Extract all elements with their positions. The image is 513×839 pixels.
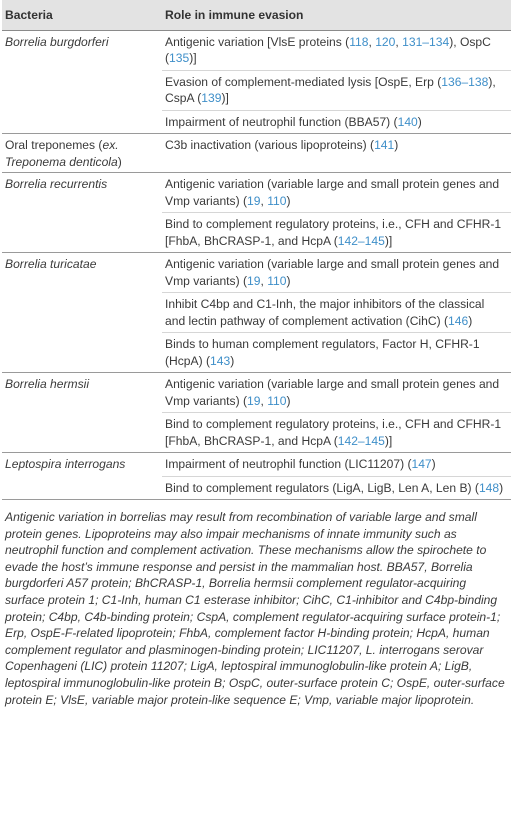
reference-link[interactable]: 110 [267,193,287,208]
role-text: ) [394,138,399,152]
role-text: ), OspC ( [165,34,491,65]
role-text: Impairment of neutrophil function (BBA57) ( [165,114,398,129]
reference-link[interactable]: 146 [448,313,469,328]
bacteria-name-text: ) [117,154,122,169]
role-text: ) [499,480,504,495]
role-entry [162,453,511,477]
bacteria-name-example: ex. Treponema denticola [5,138,119,169]
reference-link[interactable]: 19 [247,193,261,208]
header-role: Role in immune evasion [162,0,511,30]
reference-link[interactable]: 143 [210,353,231,368]
reference-link[interactable]: 120 [375,34,396,49]
role-text: ) [431,457,436,471]
role-entry [162,253,511,293]
table-row [2,373,511,453]
role-text: Bind to complement regulators (LigA, LigB, Len A, Len B) ( [165,480,479,495]
role-text: ), CspA ( [165,74,496,105]
role-text: )] [384,433,393,448]
bacteria-name-text: Oral treponemes ( [5,138,103,152]
reference-link[interactable]: 147 [411,457,432,471]
role-text: )] [221,91,229,105]
reference-link[interactable]: 148 [478,480,500,495]
table-footnote: Antigenic variation in borrelias may result from recombination of variable large and small protein genes. Lipoproteins may also impair mechanisms of innate immunity such as neutrophil function and complement activation. These mechanisms allow the spirochete to evade the host’s immune response and persist in the mammalian host. BBA57, Borrelia burgdorferi A57 protein; BhCRASP-1, Borrelia hermsii complement regulator-acquiring surface protein 1; C1-Inh, human C1 esterase inhibitor; CihC, C1-inhibitor and C4bp-binding protein; C4bp, C4b-binding protein; CspA, complement regulator-acquiring surface protein-1; Erp, OspE-F-related lipoprotein; FhbA, complement factor H-binding protein; HcpA, human complement regulator and plasminogen-binding protein; LIC11207, L. interrogans serovar Copenhageni (LIC) protein 11207; LigA, leptospiral immunoglobulin-like protein A; LigB, leptospiral immunoglobulin-like protein B; OspC, outer-surface protein C; OspE, outer-surface protein E; VlsE, variable major protein-like sequence E; Vmp, variable major lipoprotein. [5,510,505,707]
role-entry [162,134,511,157]
reference-link[interactable]: 110 [267,393,287,408]
role-entry [162,413,511,452]
table-row [2,134,511,173]
role-entry [162,111,511,134]
role-text: , [260,273,268,288]
role-text: ) [468,313,473,328]
immune-evasion-table [2,0,511,500]
reference-link[interactable]: 141 [374,138,395,152]
reference-link[interactable]: 110 [267,273,287,288]
reference-link[interactable]: 136–138 [441,74,489,89]
role-text: Impairment of neutrophil function (LIC11207) ( [165,457,412,471]
role-text: ) [286,193,291,208]
role-entry [162,333,511,372]
role-entry [162,373,511,413]
role-text: , [260,193,268,208]
role-entry [162,213,511,252]
role-text: , [395,34,403,49]
table-row [2,253,511,373]
reference-link[interactable]: 139 [201,91,222,105]
reference-link[interactable]: 142–145 [337,433,385,448]
reference-link[interactable]: 142–145 [337,233,385,248]
role-text: Bind to complement regulatory proteins, i.e., CFH and CFHR-1 [FhbA, BhCRASP-1, and HcpA ( [165,417,502,448]
role-text: , [368,34,376,49]
role-entry [162,31,511,71]
bacteria-name: Leptospira interrogans [2,453,162,500]
table-header-row [2,0,511,30]
role-text: Bind to complement regulatory proteins, i.e., CFH and CFHR-1 [FhbA, BhCRASP-1, and HcpA ( [165,217,502,248]
role-text: Antigenic variation (variable large and small protein genes and Vmp variants) ( [165,257,500,288]
role-text: ) [286,393,291,408]
role-text: C3b inactivation (various lipoproteins) ( [165,138,375,152]
table-row [2,30,511,134]
role-text: , [260,393,268,408]
role-text: Inhibit C4bp and C1-Inh, the major inhibitors of the classical and lectin pathway of complement activation (CihC) ( [165,297,485,328]
role-entry [162,173,511,213]
bacteria-name: Borrelia recurrentis [2,173,162,253]
table-row [2,453,511,500]
role-entry [162,71,511,111]
role-text: )] [189,51,197,65]
bacteria-name: Borrelia turicatae [2,253,162,373]
table-row [2,173,511,253]
header-bacteria: Bacteria [2,0,162,30]
role-text: Evasion of complement-mediated lysis [OspE, Erp ( [165,74,442,89]
reference-link[interactable]: 118 [349,34,369,49]
bacteria-name [2,134,162,173]
role-text: ) [417,114,422,129]
role-text: )] [384,233,393,248]
reference-link[interactable]: 135 [169,51,190,65]
role-entry [162,477,511,500]
bacteria-name: Borrelia hermsii [2,373,162,453]
role-text: Binds to human complement regulators, Factor H, CFHR-1 (HcpA) ( [165,337,480,368]
role-entry [162,293,511,333]
reference-link[interactable]: 131–134 [402,34,450,49]
role-text: ) [286,273,291,288]
role-text: Antigenic variation [VlsE proteins ( [165,34,350,49]
bacteria-name: Borrelia burgdorferi [2,30,162,134]
reference-link[interactable]: 19 [247,393,261,408]
role-text: Antigenic variation (variable large and small protein genes and Vmp variants) ( [165,177,500,208]
role-text: ) [230,353,235,368]
role-text: Antigenic variation (variable large and small protein genes and Vmp variants) ( [165,377,500,408]
reference-link[interactable]: 140 [397,114,418,129]
reference-link[interactable]: 19 [247,273,261,288]
